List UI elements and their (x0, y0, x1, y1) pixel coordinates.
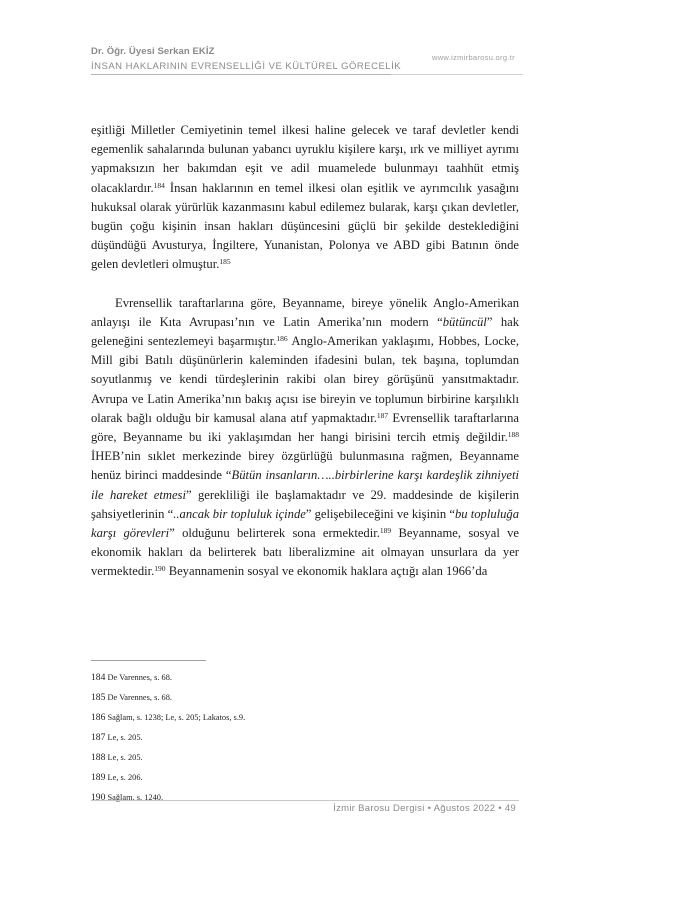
header-rule (91, 74, 391, 75)
header-article-title: İNSAN HAKLARININ EVRENSELLİĞİ VE KÜLTÜREL GÖRECELİK (91, 61, 402, 72)
footnote-ref-190: 190 (154, 564, 166, 574)
footnote-number: 188 (91, 752, 106, 763)
italic-quote: ..ancak bir topluluk içinde (173, 506, 306, 521)
footnote (91, 748, 245, 768)
paragraph-1-sentence: eşitliği Milletler Cemiyetinin temel ilkesi haline gelecek ve taraf devletler kendi egemenlik sahalarında bulunan yabancı uyruklu kişilere karşı, ırk ve milliyet ayrımı yapmaksızın her bakımdan eşit ve adil muamelede bulunmayı taahhüt etmiş olacaklardır. (91, 123, 519, 195)
footnote-number: 186 (91, 712, 106, 723)
footnote (91, 668, 245, 688)
footnote (91, 788, 245, 808)
paragraph-2-sentence: ” hak geleneğini sentezlemeyi başarmıştır. (91, 314, 519, 349)
body-text (91, 121, 519, 582)
paragraph-2 (91, 294, 519, 582)
footnote-ref-188: 188 (507, 430, 519, 440)
paragraph-2-sentence: İHEB’nin sıklet merkezinde birey özgürlüğü bulunmasına rağmen, Beyanname henüz birinci maddesinde “ (91, 449, 519, 483)
footer-rule (91, 800, 519, 801)
paragraph-2-sentence: Evrensellik taraftarlarına göre, Beyanname, bireye yönelik Anglo-Amerikan anlayışı ile Kıta Avrupası’nın ve Latin Amerika’nın modern “ (91, 295, 519, 329)
footnote-number: 184 (91, 672, 106, 683)
paragraph-1-sentence: İnsan haklarının en temel ilkesi olan eşitlik ve ayrımcılık yasağını hukuksal olarak yürürlük kazanmasını kabul edilemez bularak, karşı çıkan devletler, bugün çoğu kişinin insan hakları düşüncesini güçlü bir şekilde desteklediğini düşündüğü Avusturya, İngiltere, Yunanistan, Polonya ve ABD gibi Batının önde gelen devletleri olmuştur. (91, 180, 519, 272)
footnote (91, 768, 245, 788)
paragraph-2-sentence: ” gelişebileceğini ve kişinin “ (305, 506, 455, 521)
paragraph-2-sentence: Evrensellik taraftarlarına göre, Beyanname bu iki yaklaşımdan her hangi birisini tercih etmiş değildir. (91, 410, 519, 445)
footnote-number: 190 (91, 792, 106, 803)
header-website: www.izmirbarosu.org.tr (432, 53, 515, 62)
paragraph-1 (91, 121, 519, 275)
italic-term: bütüncül (442, 314, 487, 329)
footnote-text: De Varennes, s. 68. (107, 673, 172, 682)
page-footer: İzmir Barosu Dergisi • Ağustos 2022 • 49 (333, 803, 516, 814)
footnotes (91, 668, 245, 808)
header-author: Dr. Öğr. Üyesi Serkan EKİZ (91, 46, 215, 57)
footnote-text: Sağlam, s. 1238; Le, s. 205; Lakatos, s.9. (107, 713, 246, 722)
footnote (91, 708, 245, 728)
footnote-number: 187 (91, 732, 106, 743)
footnote-text: Le, s. 205. (107, 733, 143, 742)
paragraph-2-sentence: ” olduğunu belirterek sona ermektedir. (169, 526, 380, 541)
footnote-text: Sağlam, s. 1240. (107, 793, 164, 802)
footnote-separator (91, 660, 206, 661)
footnote-number: 185 (91, 692, 106, 703)
paragraph-2-sentence: Beyanname, sosyal ve ekonomik hakları da belirterek batı liberalizmine ait olmayan unsurlara da yer vermektedir. (91, 526, 520, 579)
footnote-ref-185: 185 (219, 257, 231, 267)
footnote (91, 728, 245, 748)
paragraph-2-sentence: ” gerekliliği ile başlamaktadır ve 29. maddesinde de kişilerin şahsiyetlerinin “ (91, 487, 520, 521)
paragraph-2-sentence: Anglo-Amerikan yaklaşımı, Hobbes, Locke, Mill gibi Batılı düşünürlerin kaleminden ifadesini bulan, tek başına, toplumdan soyutlanmış ve kendi türdeşlerinin rakibi olan birey görüşünü yansıtmaktadır. Avrupa ve Latin Amerika’nın bakış açısı ise bireyin ve toplumun birbirine karşılıklı olarak bağlı olduğu bir kamusal alana atıf yapmaktadır. (91, 334, 519, 425)
footnote-text: Le, s. 205. (107, 753, 143, 762)
footnote-number: 189 (91, 772, 106, 783)
italic-quote: Bütün insanların…..birbirlerine karşı kardeşlik zihniyeti ile hareket etmesi (91, 468, 519, 502)
footnote-ref-184: 184 (153, 180, 165, 190)
footnote-text: De Varennes, s. 68. (107, 693, 172, 702)
italic-quote: bu topluluğa karşı görevleri (91, 506, 519, 541)
footnote (91, 688, 245, 708)
footnote-ref-186: 186 (276, 334, 288, 344)
paragraph-2-sentence: Beyannamenin sosyal ve ekonomik haklara açtığı alan 1966’da (165, 564, 488, 579)
header-website-rule (391, 74, 523, 75)
footnote-ref-189: 189 (379, 526, 392, 536)
footnote-text: Le, s. 206. (107, 773, 143, 782)
footnote-ref-187: 187 (376, 410, 389, 420)
